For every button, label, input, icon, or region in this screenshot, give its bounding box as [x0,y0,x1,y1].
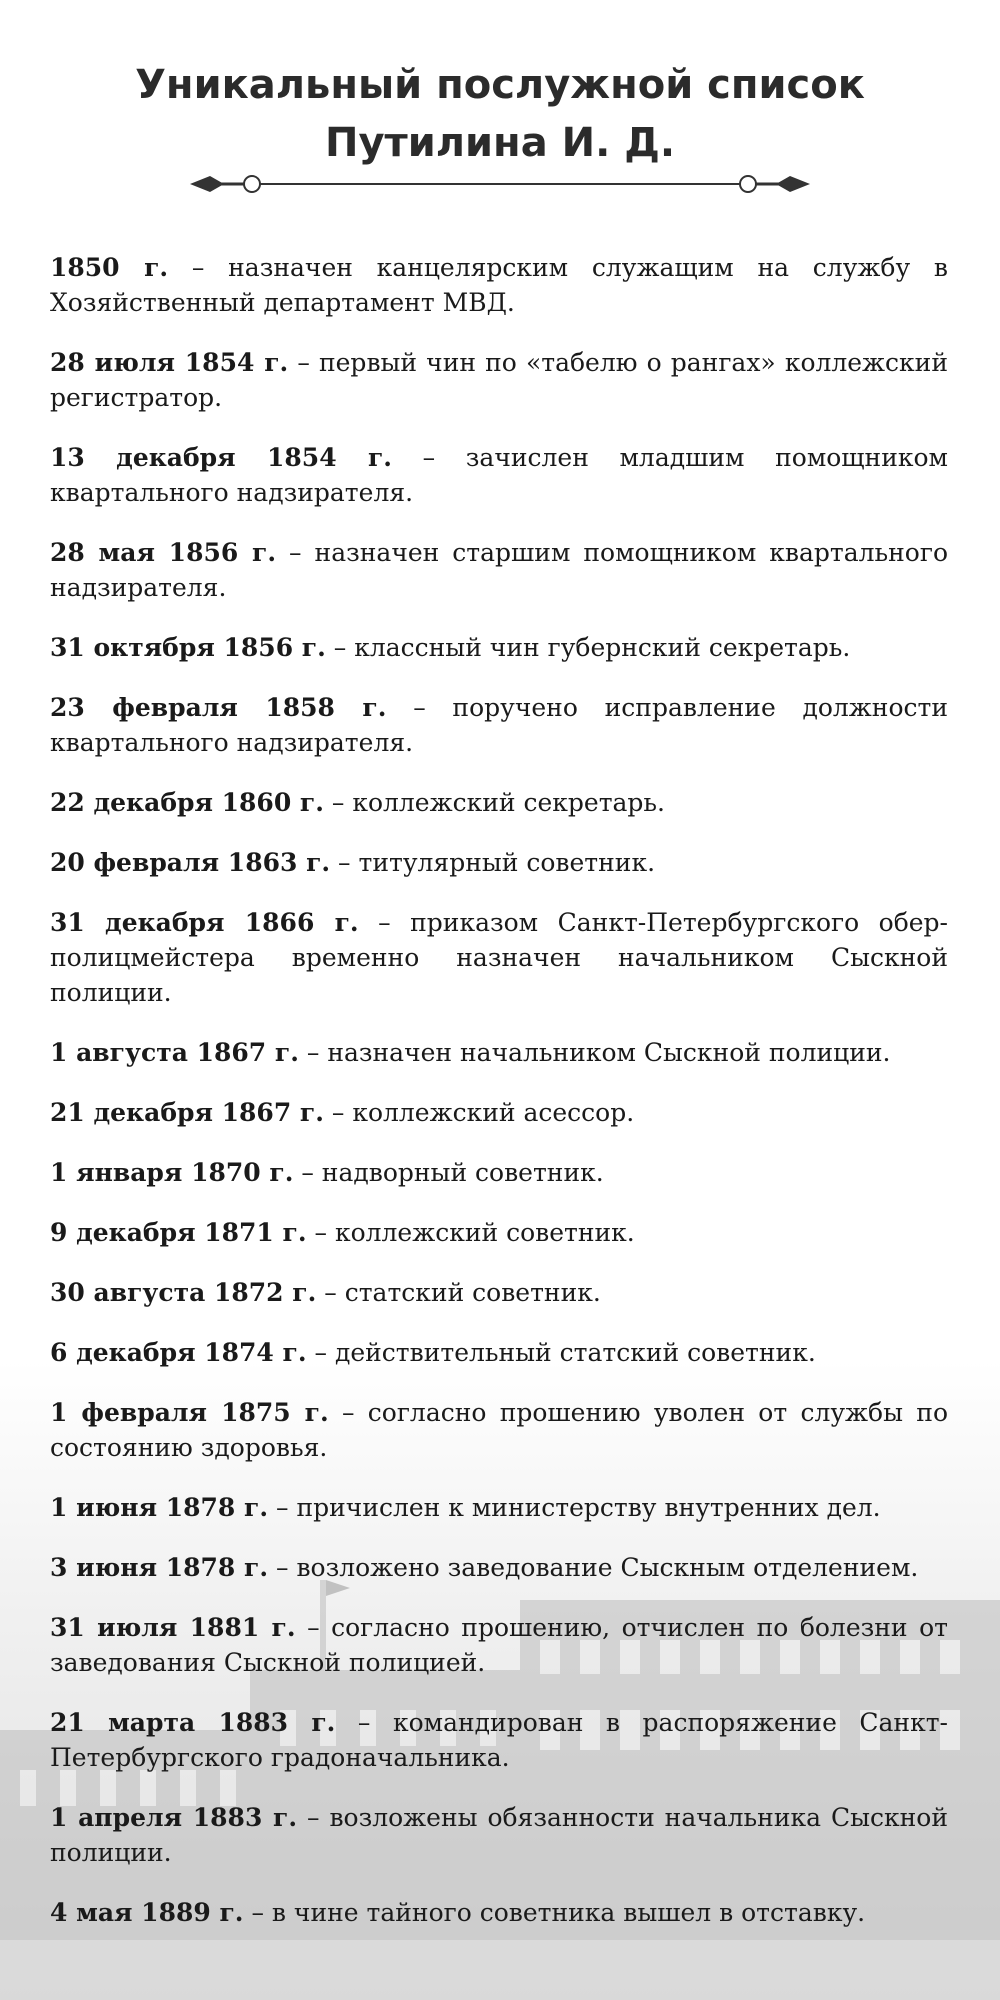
list-item [50,690,948,760]
list-item [50,845,948,880]
list-item [50,345,948,415]
entry-text: – коллежский асессор. [323,1098,635,1127]
entry-date: 28 июля 1854 г. [50,348,289,377]
entry-text: – назначен начальником Сыскной полиции. [298,1038,891,1067]
entry-text: – зачислен младшим помощником квартального надзирателя. [50,443,948,507]
list-item [50,1395,948,1465]
entry-date: 3 июня 1878 г. [50,1553,269,1582]
list-item [50,1895,948,1930]
entry-date: 6 декабря 1874 г. [50,1338,307,1367]
entry-date: 31 июля 1881 г. [50,1613,296,1642]
entry-date: 1850 г. [50,253,169,282]
list-item [50,1155,948,1190]
entry-date: 13 декабря 1854 г. [50,443,393,472]
list-item [50,630,948,665]
entry-text: – коллежский секретарь. [323,788,665,817]
list-item [50,535,948,605]
list-item [50,1275,948,1310]
list-item [50,1335,948,1370]
list-item [50,785,948,820]
entry-text: – приказом Санкт-Петербургского обер-полицмейстера временно назначен начальником Сыскной полиции. [50,908,948,1007]
entry-text: – согласно прошению уволен от службы по состоянию здоровья. [50,1398,948,1462]
entry-date: 21 марта 1883 г. [50,1708,336,1737]
entry-text: – коллежский советник. [306,1218,635,1247]
list-item [50,1705,948,1775]
entry-text: – действительный статский советник. [306,1338,816,1367]
list-item [50,1490,948,1525]
service-record-list [50,250,948,1955]
entry-date: 1 августа 1867 г. [50,1038,299,1067]
entry-date: 20 февраля 1863 г. [50,848,331,877]
list-item [50,1610,948,1680]
entry-date: 1 апреля 1883 г. [50,1803,298,1832]
entry-text: – первый чин по «табелю о рангах» коллежский регистратор. [50,348,949,412]
list-item [50,1095,948,1130]
entry-date: 22 декабря 1860 г. [50,788,324,817]
entry-date: 23 февраля 1858 г. [50,693,387,722]
entry-date: 1 января 1870 г. [50,1158,294,1187]
entry-text: – согласно прошению, отчислен по болезни от заведования Сыскной полицией. [50,1613,948,1677]
page-title [0,56,1000,172]
list-item [50,905,948,1010]
entry-date: 1 июня 1878 г. [50,1493,269,1522]
list-item [50,1800,948,1870]
entry-date: 9 декабря 1871 г. [50,1218,307,1247]
entry-text: – титулярный советник. [330,848,656,877]
entry-text: – назначен старшим помощником квартального надзирателя. [50,538,948,602]
list-item [50,1035,948,1070]
entry-date: 30 августа 1872 г. [50,1278,317,1307]
entry-text: – возложены обязанности начальника Сыскной полиции. [50,1803,948,1867]
entry-date: 31 октября 1856 г. [50,633,326,662]
entry-date: 4 мая 1889 г. [50,1898,244,1927]
entry-text: – классный чин губернский секретарь. [325,633,851,662]
list-item [50,1215,948,1250]
entry-text: – командирован в распоряжение Санкт-Петербургского градоначальника. [50,1708,948,1772]
list-item [50,250,948,320]
entry-text: – причислен к министерству внутренних дел. [268,1493,881,1522]
title-line-2: Путилина И. Д. [324,120,676,166]
entry-date: 31 декабря 1866 г. [50,908,359,937]
list-item [50,1550,948,1585]
entry-text: – в чине тайного советника вышел в отставку. [243,1898,866,1927]
entry-text: – возложено заведование Сыскным отделением. [268,1553,919,1582]
title-divider-ornament [180,166,820,202]
entry-text: – статский советник. [316,1278,601,1307]
entry-date: 21 декабря 1867 г. [50,1098,324,1127]
list-item [50,440,948,510]
entry-date: 1 февраля 1875 г. [50,1398,329,1427]
entry-text: – поручено исправление должности квартального надзирателя. [50,693,949,757]
title-line-1: Уникальный послужной список [135,62,865,108]
entry-text: – надворный советник. [293,1158,604,1187]
entry-text: – назначен канцелярским служащим на службу в Хозяйственный департамент МВД. [50,253,948,317]
entry-date: 28 мая 1856 г. [50,538,277,567]
